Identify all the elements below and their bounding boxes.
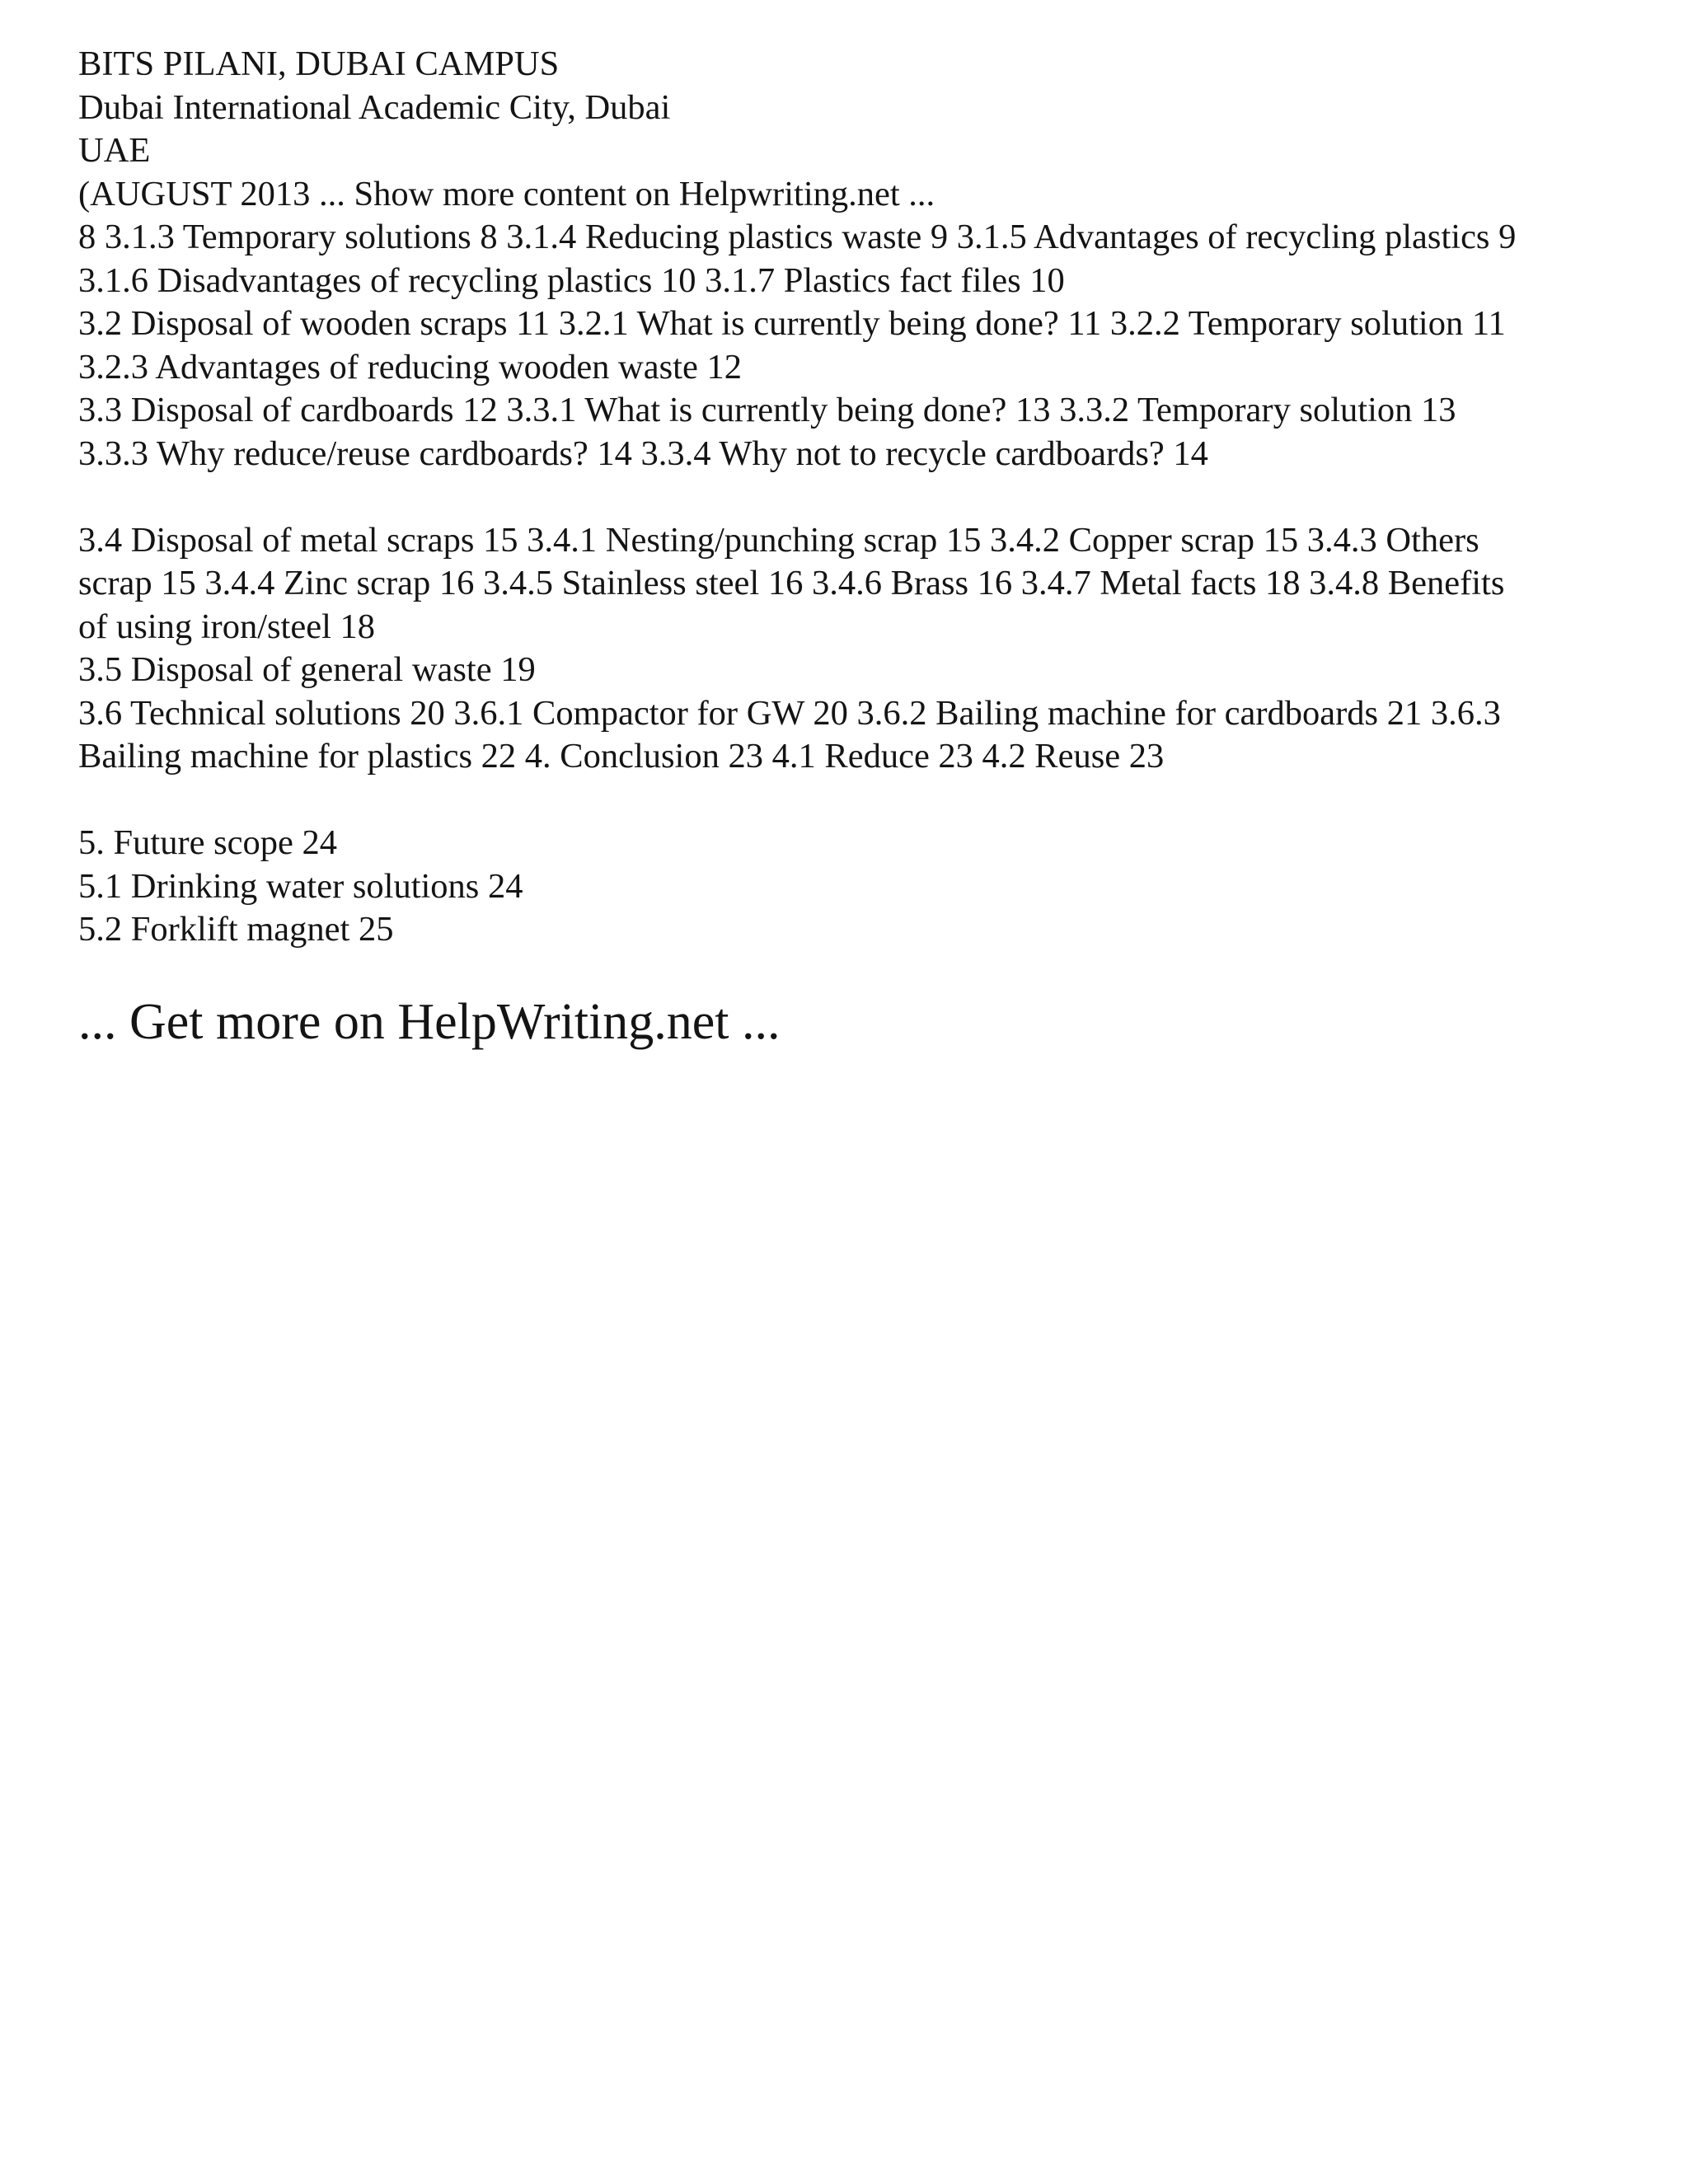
contents-line: 3.2.3 Advantages of reducing wooden waste 12 xyxy=(78,347,742,387)
contents-line: 3.4 Disposal of metal scraps 15 3.4.1 Nesting/punching scrap 15 3.4.2 Copper scrap 15 3.4.3 Others xyxy=(78,520,1479,560)
contents-line: scrap 15 3.4.4 Zinc scrap 16 3.4.5 Stainless steel 16 3.4.6 Brass 16 3.4.7 Metal facts 18 3.4.8 Benefits xyxy=(78,564,1505,602)
institution-address: Dubai International Academic City, Dubai xyxy=(78,87,671,127)
paragraph-gap xyxy=(78,779,1644,823)
paragraph-gap xyxy=(78,476,1644,519)
contents-line: 5. Future scope 24 xyxy=(78,823,337,862)
teaser-line: (AUGUST 2013 ... Show more content on Helpwriting.net ... xyxy=(78,174,935,213)
header-block xyxy=(78,43,1644,216)
get-more-link[interactable]: ... Get more on HelpWriting.net ... xyxy=(78,993,781,1050)
institution-name: BITS PILANI, DUBAI CAMPUS xyxy=(78,45,560,83)
contents-line: 3.2 Disposal of wooden scraps 11 3.2.1 What is currently being done? 11 3.2.2 Temporary solution 11 xyxy=(78,304,1506,343)
contents-line: Bailing machine for plastics 22 4. Conclusion 23 4.1 Reduce 23 4.2 Reuse 23 xyxy=(78,737,1165,776)
contents-line: 3.6 Technical solutions 20 3.6.1 Compactor for GW 20 3.6.2 Bailing machine for cardboards 21 3.6.3 xyxy=(78,693,1501,733)
contents-line: 5.1 Drinking water solutions 24 xyxy=(78,866,523,906)
document-page xyxy=(78,43,1644,1051)
contents-line: 8 3.1.3 Temporary solutions 8 3.1.4 Reducing plastics waste 9 3.1.5 Advantages of recycling plastics 9 xyxy=(78,218,1517,256)
contents-line: 3.5 Disposal of general waste 19 xyxy=(78,650,536,689)
contents-line: of using iron/steel 18 xyxy=(78,607,376,646)
institution-country: UAE xyxy=(78,131,151,170)
contents-line: 3.3 Disposal of cardboards 12 3.3.1 What is currently being done? 13 3.3.2 Temporary solution 13 xyxy=(78,391,1456,429)
contents-block-1 xyxy=(78,216,1644,476)
contents-block-3 xyxy=(78,822,1644,952)
contents-block-2 xyxy=(78,519,1644,779)
contents-line: 3.1.6 Disadvantages of recycling plastics 10 3.1.7 Plastics fact files 10 xyxy=(78,260,1065,300)
contents-line: 5.2 Forklift magnet 25 xyxy=(78,910,394,949)
contents-line: 3.3.3 Why reduce/reuse cardboards? 14 3.3.4 Why not to recycle cardboards? 14 xyxy=(78,434,1208,473)
